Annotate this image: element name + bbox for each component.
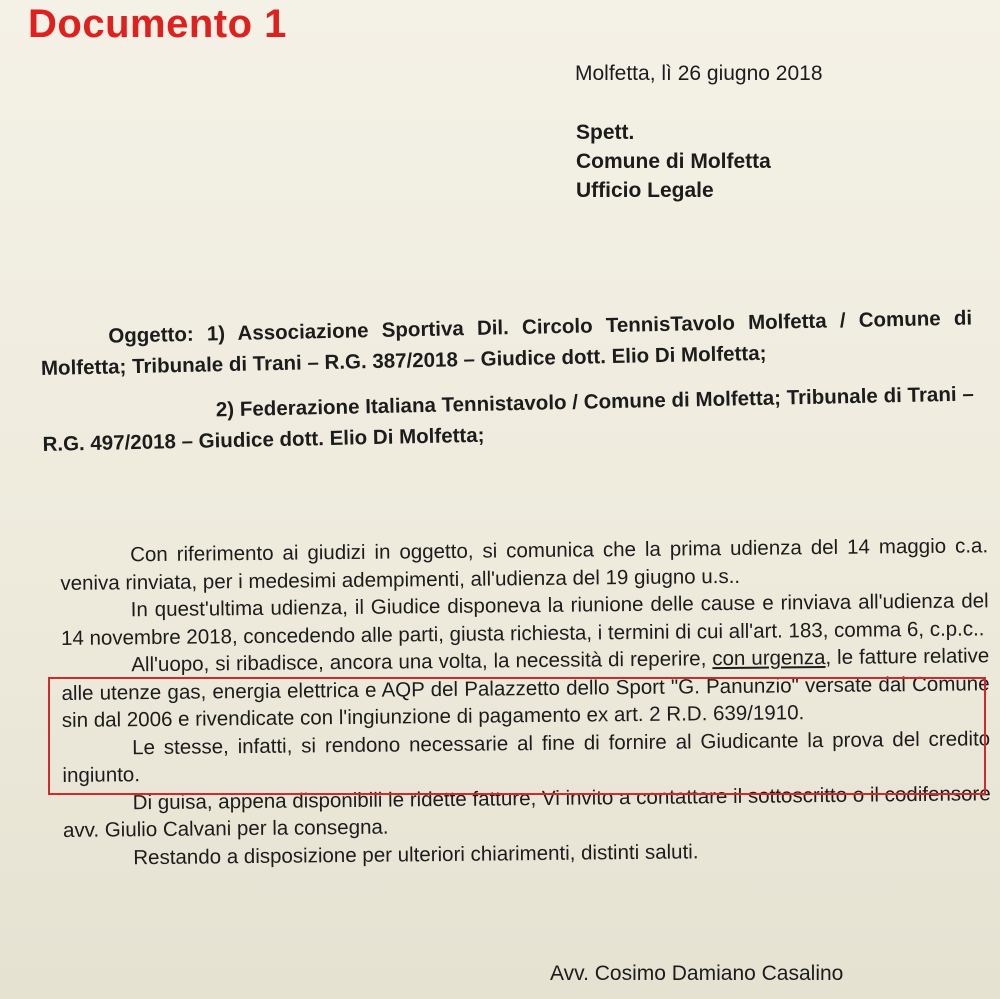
body-paragraph: Le stesse, infatti, si rendono necessarie al fine di fornire al Giudicante la prova del credito ingiunto. — [62, 726, 991, 787]
letter-date: Molfetta, lì 26 giugno 2018 — [575, 62, 823, 85]
subject-item-2: 2) Federazione Italiana Tennistavolo / Comune di Molfetta; Tribunale di Trani – R.G. 497/2018 – Giudice dott. Elio Di Molfetta; — [42, 382, 974, 456]
body-paragraph: In quest'ultima udienza, il Giudice disponeva la riunione delle cause e rinviava all'udienza del 14 novembre 2018, concedendo alle parti, giusta richiesta, i termini di cui all'art. 183, comma 6, c.p.c.. — [60, 589, 989, 650]
underlined-text: con urgenza — [712, 645, 826, 671]
body-paragraph: Di guisa, appena disponibili le ridette fatture, Vi invito a contattare il sottoscritto o il codifensore avv. Giulio Calvani per la consegna. — [62, 781, 991, 842]
body-paragraph: Restando a disposizione per ulteriori chiarimenti, distinti saluti. — [133, 839, 699, 869]
paragraph-text: All'uopo, si ribadisce, ancora una volta, la necessità di reperire, — [131, 647, 713, 677]
recipient-line: Spett. — [576, 121, 635, 144]
subject-block — [40, 302, 975, 459]
body-paragraph: Con riferimento ai giudizi in oggetto, si comunica che la prima udienza del 14 maggio c.a. veniva rinviata, per i medesimi adempimenti, all'udienza del 19 giugno u.s.. — [60, 534, 989, 595]
recipient-block — [576, 118, 771, 205]
subject-item-1: Oggetto: 1) Associazione Sportiva Dil. Circolo TennisTavolo Molfetta / Comune di Molfetta; Tribunale di Trani – R.G. 387/2018 – Giudice dott. Elio Di Molfetta; — [40, 306, 973, 380]
signature: Avv. Cosimo Damiano Casalino — [550, 962, 844, 985]
paragraph-text: , le fatture relative alle utenze gas, energia elettrica e AQP del Palazzetto dello Sport "G. Panunzio" versate dal Comune sin dal 2006 e rivendicate con l'ingiunzione di pagamento ex art. 2 R.D. 639/1910. — [61, 644, 990, 732]
highlight-box — [48, 677, 986, 795]
recipient-line: Ufficio Legale — [576, 179, 714, 202]
document-label: Documento 1 — [28, 2, 287, 46]
recipient-line: Comune di Molfetta — [576, 150, 771, 173]
